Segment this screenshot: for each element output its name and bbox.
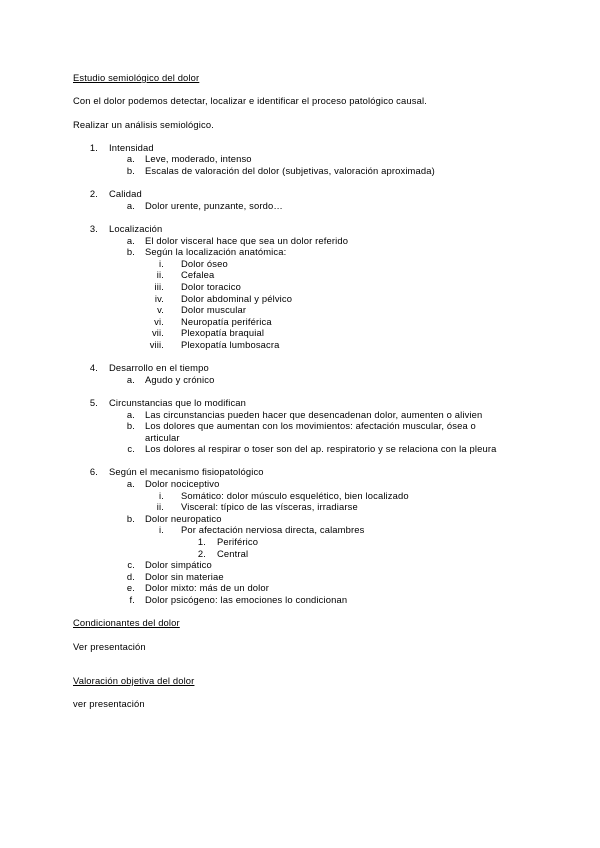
list-item-text: Los dolores al respirar o toser son del ap. respiratorio y se relaciona con la pleura [145,443,497,454]
list-marker: i. [159,524,164,535]
section-title-valoracion: Valoración objetiva del dolor [73,675,195,686]
list-item-text: Dolor urente, punzante, sordo… [145,200,283,211]
list-marker: d. [126,571,135,582]
list-item-text: Neuropatía periférica [181,316,272,327]
list-item-text: Dolor mixto: más de un dolor [145,582,270,593]
list-item-label: Según el mecanismo fisiopatológico [109,466,264,477]
list-marker: ii. [156,269,164,280]
list-marker: b. [126,513,135,524]
list-marker: a. [126,374,135,385]
list-marker: ii. [156,501,164,512]
list-item-label: Circunstancias que lo modifican [109,397,247,408]
section-title-estudio: Estudio semiológico del dolor [73,72,200,83]
list-number: 1. [89,142,98,153]
list-item-text: Las circunstancias pueden hacer que desencadenan dolor, aumenten o alivien [145,409,483,420]
list-number: 4. [89,362,98,373]
list-item-text: Dolor simpático [145,559,212,570]
list-marker: f. [129,594,135,605]
list-number: 5. [89,397,98,408]
list-item-text: Los dolores que aumentan con los movimientos: afectación muscular, ósea o [145,420,476,431]
list-item-text: Escalas de valoración del dolor (subjetivas, valoración aproximada) [145,165,435,176]
list-marker: b. [126,420,135,431]
list-marker: vii. [151,327,164,338]
list-number: 2. [89,188,98,199]
list-item-text: El dolor visceral hace que sea un dolor referido [145,235,349,246]
list-item-text: Dolor neuropatico [145,513,222,524]
list-marker: c. [127,559,135,570]
list-item-text: Dolor toracico [181,281,241,292]
list-marker: a. [126,478,135,489]
list-item-text: Dolor óseo [181,258,228,269]
list-item-text: Por afectación nerviosa directa, calambres [181,524,365,535]
list-item-text-continuation: articular [145,432,180,443]
list-item-text: Dolor sin materiae [145,571,224,582]
list-marker: 1. [197,536,206,547]
list-marker: b. [126,246,135,257]
list-item-text: Dolor nociceptivo [145,478,220,489]
list-marker: a. [126,409,135,420]
list-marker: v. [157,304,164,315]
list-item-text: Cefalea [181,269,215,280]
section-body: ver presentación [73,698,145,709]
list-marker: a. [126,200,135,211]
list-number: 6. [89,466,98,477]
list-item-text: Dolor psicógeno: las emociones lo condicionan [145,594,348,605]
list-marker: i. [159,258,164,269]
list-item-text: Plexopatía lumbosacra [181,339,280,350]
list-item-text: Central [217,548,249,559]
list-item-text: Leve, moderado, intenso [145,153,252,164]
section-body: Ver presentación [73,641,146,652]
list-marker: b. [126,165,135,176]
list-marker: 2. [197,548,206,559]
intro-paragraph: Realizar un análisis semiológico. [73,119,214,130]
list-marker: a. [126,235,135,246]
intro-paragraph: Con el dolor podemos detectar, localizar e identificar el proceso patológico causal. [73,95,427,106]
list-item-text: Según la localización anatómica: [145,246,287,257]
list-item-text: Dolor muscular [181,304,247,315]
list-item-text: Periférico [217,536,259,547]
list-item-text: Agudo y crónico [145,374,215,385]
list-item-label: Desarrollo en el tiempo [109,362,209,373]
list-item-text: Visceral: típico de las vísceras, irradiarse [181,501,358,512]
list-marker: viii. [149,339,164,350]
list-number: 3. [89,223,98,234]
list-marker: c. [127,443,135,454]
list-marker: vi. [154,316,164,327]
list-item-label: Calidad [109,188,142,199]
list-marker: i. [159,490,164,501]
section-title-condicionantes: Condicionantes del dolor [73,617,180,628]
list-item-text: Plexopatía braquial [181,327,265,338]
list-marker: iv. [154,293,164,304]
list-item-label: Localización [109,223,163,234]
list-marker: e. [126,582,135,593]
list-marker: iii. [154,281,164,292]
list-marker: a. [126,153,135,164]
list-item-text: Dolor abdominal y pélvico [181,293,293,304]
list-item-label: Intensidad [109,142,154,153]
list-item-text: Somático: dolor músculo esquelético, bien localizado [181,490,409,501]
